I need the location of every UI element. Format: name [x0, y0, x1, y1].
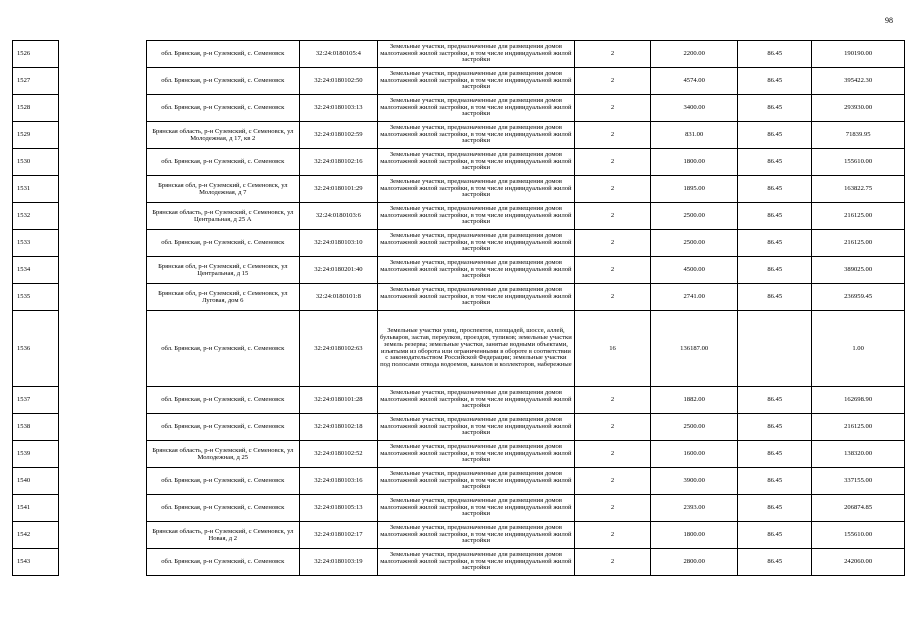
cell-usage-type: Земельные участки, предназначенные для размещения домов малоэтажной жилой застройки, в том числе индивидуальной жилой застройки: [377, 522, 574, 549]
cell-group: 2: [574, 176, 650, 203]
cell-area: 1600.00: [651, 441, 738, 468]
cell-rate: 86.45: [738, 284, 812, 311]
cell-group: 2: [574, 441, 650, 468]
cell-rate: 86.45: [738, 522, 812, 549]
cell-group: 2: [574, 203, 650, 230]
cell-group: 2: [574, 95, 650, 122]
cell-cadastral-number: 32:24:0180102:59: [299, 122, 377, 149]
cell-area: 1800.00: [651, 149, 738, 176]
cell-usage-type: Земельные участки, предназначенные для размещения домов малоэтажной жилой застройки, в том числе индивидуальной жилой застройки: [377, 387, 574, 414]
land-parcels-table: [12, 40, 905, 576]
cell-cadastral-number: 32:24:0180101:8: [299, 284, 377, 311]
cell-address: Брянская область, р-н Суземский, с Семеновск, ул Молодежная, д 17, кв 2: [146, 122, 299, 149]
cell-usage-type: Земельные участки, предназначенные для размещения домов малоэтажной жилой застройки, в том числе индивидуальной жилой застройки: [377, 95, 574, 122]
cell-number: 1538: [13, 414, 59, 441]
cell-number: 1526: [13, 41, 59, 68]
cell-rate: 86.45: [738, 41, 812, 68]
cell-usage-type: Земельные участки, предназначенные для размещения домов малоэтажной жилой застройки, в том числе индивидуальной жилой застройки: [377, 549, 574, 576]
cell-group: 2: [574, 230, 650, 257]
cell-cadastral-number: 32:24:0180201:40: [299, 257, 377, 284]
cell-empty: [59, 522, 147, 549]
cell-usage-type: Земельные участки, предназначенные для размещения домов малоэтажной жилой застройки, в том числе индивидуальной жилой застройки: [377, 176, 574, 203]
cell-area: 4500.00: [651, 257, 738, 284]
cell-cadastral-number: 32:24:0180102:18: [299, 414, 377, 441]
cell-address: Брянская область, р-н Суземский, с Семеновск, ул Новая, д 2: [146, 522, 299, 549]
cell-group: 2: [574, 284, 650, 311]
cell-number: 1534: [13, 257, 59, 284]
cell-usage-type: Земельные участки улиц, проспектов, площадей, шоссе, аллей, бульваров, застав, переулков, проездов, тупиков; земельные участки земель резерва; земельные участки, занятые водными объектами, изъятыми из оборота или ограниченными в обороте в соответствии с законодательством Российской Федерации; земельные участки под полосами отвода водоемов, каналов и коллекторов, набережные: [377, 311, 574, 387]
table-row: [13, 41, 905, 68]
cell-area: 3900.00: [651, 468, 738, 495]
cell-empty: [59, 495, 147, 522]
table-row: [13, 95, 905, 122]
cell-cadastral-number: 32:24:0180102:52: [299, 441, 377, 468]
cell-group: 2: [574, 68, 650, 95]
cell-empty: [59, 284, 147, 311]
table-row: [13, 284, 905, 311]
cell-cadastral-value: 155610.00: [812, 149, 905, 176]
cell-cadastral-value: 395422.30: [812, 68, 905, 95]
cell-empty: [59, 176, 147, 203]
cell-cadastral-number: 32:24:0180102:16: [299, 149, 377, 176]
cell-cadastral-value: 242060.00: [812, 549, 905, 576]
cell-cadastral-value: 138320.00: [812, 441, 905, 468]
cell-area: 2500.00: [651, 414, 738, 441]
table-row: [13, 311, 905, 387]
cell-cadastral-value: 162698.90: [812, 387, 905, 414]
cell-address: обл. Брянская, р-н Суземский, с. Семеновск: [146, 68, 299, 95]
cell-usage-type: Земельные участки, предназначенные для размещения домов малоэтажной жилой застройки, в том числе индивидуальной жилой застройки: [377, 203, 574, 230]
cell-rate: 86.45: [738, 149, 812, 176]
cell-cadastral-value: 1.00: [812, 311, 905, 387]
table-row: [13, 387, 905, 414]
table-row: [13, 522, 905, 549]
cell-address: обл. Брянская, р-н Суземский, с. Семеновск: [146, 387, 299, 414]
cell-empty: [59, 230, 147, 257]
cell-number: 1536: [13, 311, 59, 387]
cell-rate: 86.45: [738, 95, 812, 122]
cell-cadastral-value: 236959.45: [812, 284, 905, 311]
cell-address: Брянская область, р-н Суземский, с Семеновск, ул Молодежная, д 25: [146, 441, 299, 468]
cell-rate: 86.45: [738, 122, 812, 149]
cell-group: 2: [574, 122, 650, 149]
cell-address: обл. Брянская, р-н Суземский, с. Семеновск: [146, 230, 299, 257]
cell-empty: [59, 203, 147, 230]
cell-cadastral-value: 337155.00: [812, 468, 905, 495]
cell-number: 1528: [13, 95, 59, 122]
cell-cadastral-number: 32:24:0180103:19: [299, 549, 377, 576]
cell-rate: 86.45: [738, 230, 812, 257]
cell-empty: [59, 41, 147, 68]
cell-group: 2: [574, 149, 650, 176]
cell-area: 3400.00: [651, 95, 738, 122]
cell-cadastral-number: 32:24:0180101:28: [299, 387, 377, 414]
cell-cadastral-value: 163822.75: [812, 176, 905, 203]
cell-number: 1532: [13, 203, 59, 230]
cell-group: 16: [574, 311, 650, 387]
cell-rate: 86.45: [738, 549, 812, 576]
cell-usage-type: Земельные участки, предназначенные для размещения домов малоэтажной жилой застройки, в том числе индивидуальной жилой застройки: [377, 257, 574, 284]
cell-rate: 86.45: [738, 203, 812, 230]
cell-cadastral-number: 32:24:0180103:10: [299, 230, 377, 257]
cell-group: 2: [574, 41, 650, 68]
cell-area: 2200.00: [651, 41, 738, 68]
cell-address: Брянская область, р-н Суземский, с Семеновск, ул Центральная, д 25 А: [146, 203, 299, 230]
cell-usage-type: Земельные участки, предназначенные для размещения домов малоэтажной жилой застройки, в том числе индивидуальной жилой застройки: [377, 414, 574, 441]
cell-address: обл. Брянская, р-н Суземский, с. Семеновск: [146, 549, 299, 576]
table-row: [13, 549, 905, 576]
table-row: [13, 441, 905, 468]
cell-cadastral-number: 32:24:0180102:63: [299, 311, 377, 387]
cell-group: 2: [574, 468, 650, 495]
cell-usage-type: Земельные участки, предназначенные для размещения домов малоэтажной жилой застройки, в том числе индивидуальной жилой застройки: [377, 230, 574, 257]
table-row: [13, 468, 905, 495]
cell-cadastral-value: 216125.00: [812, 414, 905, 441]
cell-number: 1540: [13, 468, 59, 495]
table-row: [13, 230, 905, 257]
cell-group: 2: [574, 522, 650, 549]
cell-group: 2: [574, 495, 650, 522]
cell-usage-type: Земельные участки, предназначенные для размещения домов малоэтажной жилой застройки, в том числе индивидуальной жилой застройки: [377, 41, 574, 68]
cell-cadastral-value: 216125.00: [812, 203, 905, 230]
table-row: [13, 176, 905, 203]
table-row: [13, 122, 905, 149]
table-row: [13, 414, 905, 441]
table-body: [13, 41, 905, 576]
cell-cadastral-value: 216125.00: [812, 230, 905, 257]
cell-number: 1535: [13, 284, 59, 311]
cell-address: обл. Брянская, р-н Суземский, с. Семеновск: [146, 311, 299, 387]
cell-rate: [738, 311, 812, 387]
cell-group: 2: [574, 257, 650, 284]
cell-area: 2500.00: [651, 230, 738, 257]
cell-cadastral-number: 32:24:0180105:13: [299, 495, 377, 522]
cell-number: 1529: [13, 122, 59, 149]
cell-usage-type: Земельные участки, предназначенные для размещения домов малоэтажной жилой застройки, в том числе индивидуальной жилой застройки: [377, 122, 574, 149]
cell-empty: [59, 257, 147, 284]
cell-usage-type: Земельные участки, предназначенные для размещения домов малоэтажной жилой застройки, в том числе индивидуальной жилой застройки: [377, 68, 574, 95]
cell-address: обл. Брянская, р-н Суземский, с. Семеновск: [146, 414, 299, 441]
cell-address: Брянская обл, р-н Суземский, с Семеновск, ул Центральная, д 15: [146, 257, 299, 284]
cell-number: 1533: [13, 230, 59, 257]
cell-area: 1800.00: [651, 522, 738, 549]
cell-area: 2800.00: [651, 549, 738, 576]
cell-empty: [59, 311, 147, 387]
cell-group: 2: [574, 387, 650, 414]
table-row: [13, 257, 905, 284]
cell-number: 1539: [13, 441, 59, 468]
cell-cadastral-number: 32:24:0180105:4: [299, 41, 377, 68]
cell-address: обл. Брянская, р-н Суземский, с. Семеновск: [146, 95, 299, 122]
cell-cadastral-number: 32:24:0180102:17: [299, 522, 377, 549]
cell-rate: 86.45: [738, 414, 812, 441]
cell-number: 1531: [13, 176, 59, 203]
cell-cadastral-value: 389025.00: [812, 257, 905, 284]
cell-address: обл. Брянская, р-н Суземский, с. Семеновск: [146, 468, 299, 495]
cell-cadastral-number: 32:24:0180103:13: [299, 95, 377, 122]
cell-empty: [59, 468, 147, 495]
cell-rate: 86.45: [738, 68, 812, 95]
cell-cadastral-value: 155610.00: [812, 522, 905, 549]
cell-cadastral-value: 293930.00: [812, 95, 905, 122]
cell-number: 1543: [13, 549, 59, 576]
page-number: 98: [885, 16, 893, 25]
cell-usage-type: Земельные участки, предназначенные для размещения домов малоэтажной жилой застройки, в том числе индивидуальной жилой застройки: [377, 495, 574, 522]
cell-usage-type: Земельные участки, предназначенные для размещения домов малоэтажной жилой застройки, в том числе индивидуальной жилой застройки: [377, 468, 574, 495]
cell-address: обл. Брянская, р-н Суземский, с. Семеновск: [146, 41, 299, 68]
cell-address: обл. Брянская, р-н Суземский, с. Семеновск: [146, 149, 299, 176]
cell-number: 1527: [13, 68, 59, 95]
cell-cadastral-number: 32:24:0180103:16: [299, 468, 377, 495]
cell-cadastral-value: 206874.85: [812, 495, 905, 522]
cell-rate: 86.45: [738, 495, 812, 522]
cell-area: 2741.00: [651, 284, 738, 311]
cell-area: 2393.00: [651, 495, 738, 522]
cell-empty: [59, 95, 147, 122]
cell-rate: 86.45: [738, 387, 812, 414]
cell-area: 831.00: [651, 122, 738, 149]
cell-number: 1530: [13, 149, 59, 176]
cell-area: 1882.00: [651, 387, 738, 414]
cell-area: 136187.00: [651, 311, 738, 387]
cell-rate: 86.45: [738, 441, 812, 468]
cell-cadastral-number: 32:24:0180101:29: [299, 176, 377, 203]
cell-empty: [59, 387, 147, 414]
cell-empty: [59, 441, 147, 468]
cell-cadastral-value: 71839.95: [812, 122, 905, 149]
cell-address: Брянская обл, р-н Суземский, с Семеновск, ул Луговая, дом 6: [146, 284, 299, 311]
cell-area: 4574.00: [651, 68, 738, 95]
cell-empty: [59, 68, 147, 95]
cell-usage-type: Земельные участки, предназначенные для размещения домов малоэтажной жилой застройки, в том числе индивидуальной жилой застройки: [377, 284, 574, 311]
cell-number: 1541: [13, 495, 59, 522]
table-row: [13, 149, 905, 176]
cell-group: 2: [574, 414, 650, 441]
cell-rate: 86.45: [738, 468, 812, 495]
cell-empty: [59, 149, 147, 176]
cell-rate: 86.45: [738, 257, 812, 284]
cell-area: 2500.00: [651, 203, 738, 230]
cell-empty: [59, 122, 147, 149]
cell-empty: [59, 549, 147, 576]
cell-number: 1542: [13, 522, 59, 549]
cell-cadastral-number: 32:24:0180103:6: [299, 203, 377, 230]
cell-rate: 86.45: [738, 176, 812, 203]
cell-group: 2: [574, 549, 650, 576]
cell-usage-type: Земельные участки, предназначенные для размещения домов малоэтажной жилой застройки, в том числе индивидуальной жилой застройки: [377, 149, 574, 176]
cell-number: 1537: [13, 387, 59, 414]
table-row: [13, 68, 905, 95]
table-row: [13, 495, 905, 522]
cell-cadastral-number: 32:24:0180102:50: [299, 68, 377, 95]
cell-area: 1895.00: [651, 176, 738, 203]
cell-empty: [59, 414, 147, 441]
table-row: [13, 203, 905, 230]
cell-cadastral-value: 190190.00: [812, 41, 905, 68]
cell-address: Брянская обл, р-н Суземский, с Семеновск, ул Молодежная, д 7: [146, 176, 299, 203]
cell-usage-type: Земельные участки, предназначенные для размещения домов малоэтажной жилой застройки, в том числе индивидуальной жилой застройки: [377, 441, 574, 468]
cell-address: обл. Брянская, р-н Суземский, с. Семеновск: [146, 495, 299, 522]
